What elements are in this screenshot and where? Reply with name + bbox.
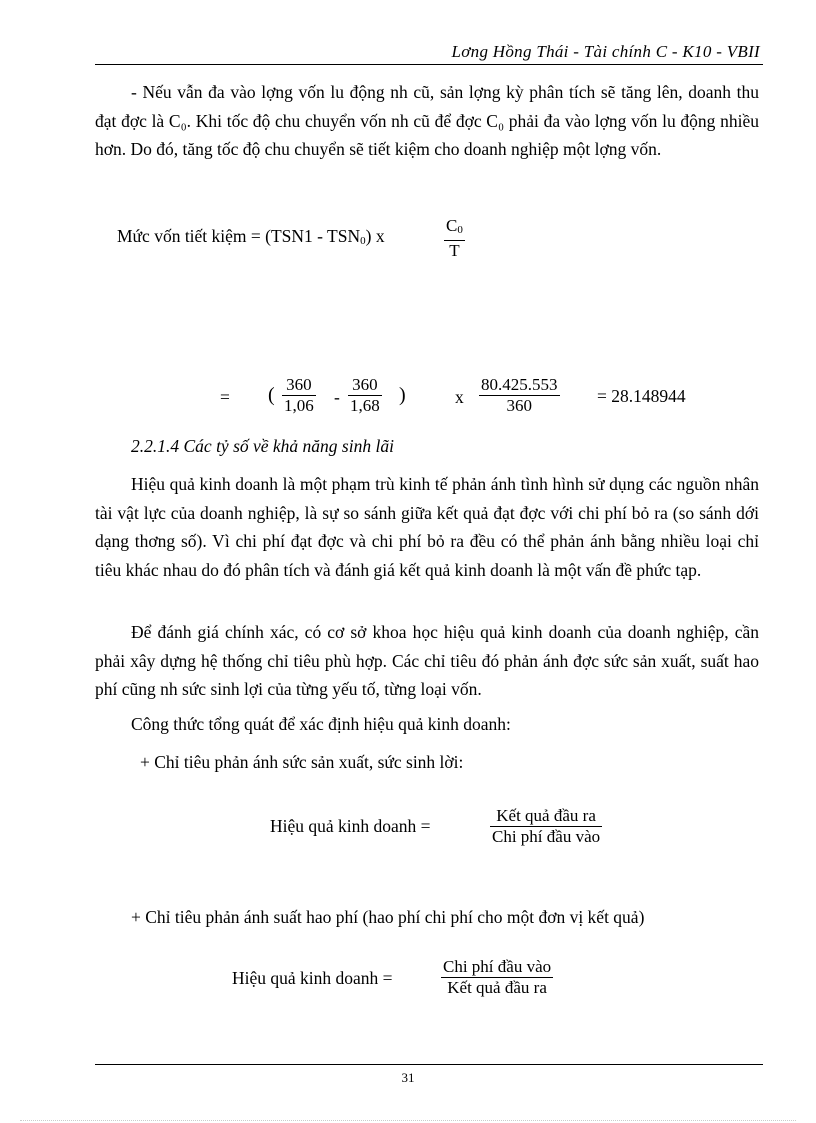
page-header: Lơng Hồng Thái - Tài chính C - K10 - VBII <box>451 42 760 61</box>
formula-calc-open-paren: ( <box>268 384 275 406</box>
formula-savings-label: Mức vốn tiết kiệm = (TSN1 - TSN0) x <box>117 226 385 247</box>
bullet-cost-ratio: + Chỉ tiêu phản ánh suất hao phí (hao phí chi phí cho một đơn vị kết quả) <box>131 907 645 927</box>
page-number: 31 <box>401 1070 415 1085</box>
section-heading: 2.2.1.4 Các tỷ số về khả năng sinh lãi <box>131 436 394 456</box>
formula-calc-close-paren: ) <box>399 384 406 406</box>
formula-calc-result: = 28.148944 <box>597 386 686 406</box>
formula-cost-fraction: Chi phí đầu vào Kết quả đầu ra <box>443 957 552 997</box>
formula-efficiency-fraction: Kết quả đầu ra Chi phí đầu vào <box>492 806 601 846</box>
paragraph-4: Công thức tổng quát để xác định hiệu quả kinh doanh: <box>131 714 511 734</box>
paragraph-3: Để đánh giá chính xác, có cơ sở khoa học hiệu quả kinh doanh của doanh nghiệp, cần phải xây dựng hệ thống chỉ tiêu phù hợp. Các chỉ tiêu đó phản ánh đợc sức sản xuất, suất hao phí cũng nh sức sinh lợi của từng yếu tố, từng loại vốn. <box>95 622 759 700</box>
formula-calc-minus: - <box>334 387 340 407</box>
formula-calc-equals: = <box>220 387 230 407</box>
formula-calc-fraction-1: $\frac{360}{1,06}$ <box>284 375 314 415</box>
formula-efficiency-label: Hiệu quả kinh doanh = <box>270 816 431 836</box>
formula-calc-times: x <box>455 387 464 407</box>
bullet-productivity: + Chỉ tiêu phản ánh sức sản xuất, sức sinh lời: <box>140 752 464 772</box>
footer-rule <box>95 1064 763 1065</box>
header-rule <box>95 64 763 65</box>
paragraph-2: Hiệu quả kinh doanh là một phạm trù kinh tế phản ánh tình hình sử dụng các nguồn nhân tài vật lực của doanh nghiệp, là sự so sánh giữa kết quả đạt đợc với chi phí bỏ ra (so sánh dới dạng thơng số). Vì chi phí đạt đợc và chi phí bỏ ra đều có thể phản ánh bằng nhiều loại chỉ tiêu khác nhau do đó phân tích và đánh giá kết quả kinh doanh là một vấn đề phức tạp. <box>95 474 759 580</box>
formula-calc-fraction-3: $\frac{80.425.553}{360}$ <box>481 375 558 415</box>
formula-cost-label: Hiệu quả kinh doanh = <box>232 968 393 988</box>
formula-savings-fraction: $\frac{C0}{T}$ <box>446 216 463 260</box>
formula-calc-fraction-2: $\frac{360}{1,68}$ <box>350 375 380 415</box>
paragraph-1: - Nếu vẫn đa vào lợng vốn lu động nh cũ, sản lợng kỳ phân tích sẽ tăng lên, doanh thu đạt đợc là C₀. Khi tốc độ chu chuyển vốn nh cũ để đợc C₀ phải đa vào lợng vốn lu động nhiều hơn. Do đó, tăng tốc độ chu chuyển sẽ tiết kiệm cho doanh nghiệp một lợng vốn. <box>95 82 759 160</box>
page-edge-dots <box>20 1120 796 1121</box>
